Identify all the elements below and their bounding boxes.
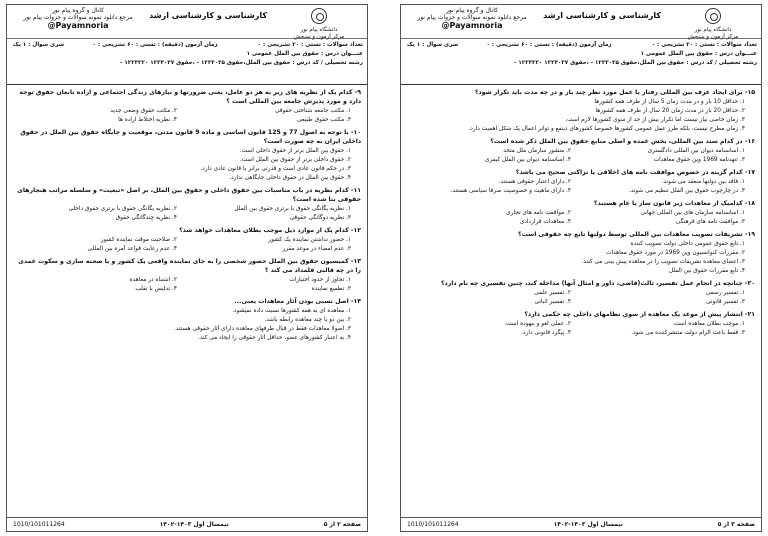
exam-info (7, 39, 367, 85)
answer-option: ۲. بین دو یا چند معاهده رابطه باشد. (264, 317, 351, 323)
question-item (407, 199, 755, 227)
question-list (7, 85, 367, 343)
answer-option: ۴. تفسیر اثباتی (534, 299, 571, 305)
answer-option: ۴. حقوق بین الملل در حقوق داخلی جایگاهی ندارد. (229, 175, 351, 181)
answer-option: ۴. نظریه اختلاط اراده ها (118, 117, 177, 123)
question-item (13, 186, 361, 223)
option-list (13, 205, 361, 223)
option-list (13, 276, 361, 294)
university-center: مرکز آزمون و سنجش (687, 33, 739, 40)
answer-option: ۱. تجاوز از حدود اختیارات (289, 277, 351, 283)
question-item (407, 88, 755, 134)
answer-option: ۳. عهدنامه 1969 وین حقوق معاهدات (653, 157, 745, 163)
answer-option: ۱. نظریه یگانگی حقوق با برتری حقوق بین الملل (234, 206, 351, 212)
field-code: رشته تحصیلی / کد درس : حقوق بین الملل،حقوق ۱۲۲۳۰۲۵ - ،حقوق ۱۲۲۳۰۳۷ ۱۲۲۳۲۲۰ - (120, 60, 363, 66)
option-list (13, 307, 361, 343)
question-series: سری سوال : ۱ یک (13, 42, 65, 48)
question-text: ۱۲- کدام یک از موارد ذیل موجب بطلان معاهدات خواهد شد؟ (179, 227, 361, 234)
question-item (13, 88, 361, 125)
question-item (13, 257, 361, 294)
question-item (407, 137, 755, 165)
course-title: عنـــوان درس : حقوق بین الملل عمومی ۱ (246, 51, 363, 57)
answer-option: ۳. فقط باعث الزام دولت منتشرکننده می شود. (631, 330, 745, 336)
answer-option: ۴. پیگرد قانونی دارد. (521, 330, 571, 336)
page-number: صفحه ۲ از ۵ (323, 521, 361, 528)
answer-option: ۱. اساسنامه دیوان بین المللی دادگستری (647, 148, 745, 154)
option-list (13, 236, 361, 254)
field-code: رشته تحصیلی / کد درس : حقوق بین الملل،حقوق ۱۲۲۳۰۲۵ - ،حقوق ۱۲۲۳۰۳۷ ۱۲۲۳۲۲۰ - (514, 60, 757, 66)
answer-option: ۳. مکتب حقوق طبیعی (297, 117, 351, 123)
site-line-2: مرجع دانلود نمونه سوالات و جزوات پیام نور (417, 14, 527, 21)
question-series: سری سوال : ۱ یک (407, 42, 459, 48)
university-block (275, 8, 363, 41)
option-list (407, 240, 755, 276)
exam-time: زمان آزمون (دقیقه) : تستی : ۶۰ تشریحی : ۰ (92, 42, 218, 48)
exam-time: زمان آزمون (دقیقه) : تستی : ۶۰ تشریحی : ۰ (486, 42, 612, 48)
exam-level-title: کارشناسی و کارشناسی ارشد (543, 11, 661, 20)
option-list (407, 289, 755, 307)
answer-option: ۱. تفسیر رسمی (705, 290, 745, 296)
question-text: ۱۹- تشریفات تصویب معاهدات بین المللی توسط دولتها تابع چه حقوقی است؟ (517, 231, 755, 238)
answer-option: ۱. مکتب جامعه شناختی حقوقی (274, 108, 351, 114)
answer-option: ۱. حقوق بین الملل برتر از حقوق داخلی است. (239, 148, 351, 154)
answer-option: ۱. حضور نداشتن نماینده یک کشور (268, 237, 351, 243)
answer-option: ۳. در حکم قانون عادی است و قدرتی برابر با قانون عادی دارد. (200, 166, 351, 172)
question-text: ۹- کدام یک از نظریه های زیر به هر دو عامل، یعنی ضرورتها و نیازهای زندگی اجتماعی و اراده تابعان حقوق توجه دارد و مورد پذیرش جامعه بین المللی است ؟ (19, 89, 361, 105)
answer-option: ۲. دارای اعتبار حقوقی هستند. (498, 179, 571, 185)
question-item (13, 226, 361, 254)
question-text: ۲۱- انتشار پیش از موعد یک معاهده از سوی نظامهای داخلی چه حکمی دارد؟ (524, 311, 755, 318)
site-handle: @Payamnoria (47, 21, 109, 30)
term-label: نیمسال اول ۱۴۰۳-۱۴۰۲ (159, 521, 229, 528)
answer-option: ۲. صلاحیت موقت نماینده کشور (100, 237, 177, 243)
answer-option: ۳. نظریه دوگانگی حقوقی (289, 215, 351, 221)
answer-option: ۳. تفسیر قانونی (706, 299, 745, 305)
site-block (13, 7, 143, 30)
exam-page-left (6, 4, 368, 532)
university-logo-icon (311, 8, 327, 24)
question-text: ۱۶- در کدام سند بین المللی، بخش عمده و اصلی منابع حقوق بین الملل ذکر شده است؟ (490, 138, 755, 145)
question-text: ۱۰- با توجه به اصول 77 و 125 قانون اساسی و ماده 9 قانون مدنی، موقعیت و جایگاه حقوق بین الملل در حقوق داخلی ایران به چه صورت است؟ (20, 129, 361, 145)
answer-option: ۴. اساسنامه دیوان بین الملل کیفری (484, 157, 571, 163)
question-item (13, 128, 361, 183)
site-line-1: کانال و گروه پیام نور (446, 7, 498, 14)
option-list (13, 147, 361, 183)
answer-option: ۴. نظریه چندگانگی حقوق (115, 215, 177, 221)
answer-option: ۴. زمان مطرح نیست، بلکه طرز عمل عمومی کشورها خصوصا کشورهای ذینفع و تواتر اعمال یک شکل اهمیت دارد. (468, 126, 745, 132)
exam-info (401, 39, 761, 85)
question-item (407, 168, 755, 196)
answer-option: ۴. معاهدات قراردادی (519, 219, 571, 225)
question-text: ۱۱- کدام نظریه در باب مناسبات بین حقوق داخلی و حقوق بین الملل، بر اصل «تبعیت» و سلسله مراتب هنجارهای حقوقی بنا شده است؟ (17, 187, 361, 203)
answer-option: ۳. موافقت نامه های فرهنگی (675, 219, 745, 225)
exam-level-title: کارشناسی و کارشناسی ارشد (149, 11, 267, 20)
answer-option: ۱. معاهده ای به همه کشورها نسبت داده نمیشود. (232, 308, 351, 314)
answer-option: ۴. تدلیس یا تقلب (135, 286, 177, 292)
option-list (407, 320, 755, 338)
site-line-1: کانال و گروه پیام نور (52, 7, 104, 14)
option-list (407, 209, 755, 227)
site-line-2: مرجع دانلود نمونه سوالات و جزوات پیام نور (23, 14, 133, 21)
question-text: ۱۵- برای ایجاد عرف بین المللی رفتار یا عمل مورد نظر چند بار و در چه مدت باید تکرار شود؟ (474, 89, 755, 96)
university-name: دانشگاه پیام نور (300, 26, 338, 33)
page-footer (7, 517, 367, 531)
question-item (407, 230, 755, 276)
answer-option: ۲. اشتباه در معاهده (129, 277, 177, 283)
answer-option: ۲. مکتب حقوق وضعی جدید (110, 108, 177, 114)
page-footer (401, 517, 761, 531)
answer-option: ۲. عملی لغو و بیهوده است. (504, 321, 571, 327)
university-name: دانشگاه پیام نور (694, 26, 732, 33)
page-header (7, 5, 367, 39)
answer-option: ۲. نظریه یگانگی حقوق با برتری حقوق داخلی (68, 206, 177, 212)
answer-option: ۴. دارای ماهیت و خصوصیت صرفا سیاسی هستند. (450, 188, 571, 194)
option-list (13, 107, 361, 125)
site-handle: @Payamnoria (441, 21, 503, 30)
questions-count: تعداد سوالات : تستی : ۲۰ تشریحی : ۰ (257, 42, 363, 48)
answer-option: ۳. در چارچوب حقوق بین الملل تنظیم می شوند. (628, 188, 745, 194)
question-list (401, 85, 761, 338)
answer-option: ۴. تابع مقررات حقوق بین الملل (668, 268, 745, 274)
answer-option: ۱. فاقد بین دولتها منعقد می شوند. (661, 179, 745, 185)
page-header (401, 5, 761, 39)
university-logo-icon (705, 8, 721, 24)
answer-option: ۲. حداقل 20 بار در مدت زمان 20 سال از طرف همه کشورها (595, 108, 745, 114)
answer-option: ۱. حداقل 10 بار و در مدت زمان 5 سال از طرف همه کشورها (594, 99, 745, 105)
question-text: ۱۷- کدام گزینه در خصوص موافقت نامه های اخلاقی یا نزاکتی صحیح می باشد؟ (515, 169, 755, 176)
option-list (407, 98, 755, 134)
answer-option: ۳. عدم امضاء در موعد مقرر (282, 246, 351, 252)
exam-code: 1010/101011264 (407, 521, 459, 528)
answer-option: ۱. اساسنامه سازمان های بین المللی جهانی (640, 210, 745, 216)
answer-option: ۴. به اعتبار کشورهای عضو، حداقل آثار حقوقی را ایجاد می کند. (198, 335, 351, 341)
answer-option: ۳. تطمیع نماینده (311, 286, 351, 292)
answer-option: ۱. تابع حقوق عمومی داخلی دولت تصویب کننده (630, 241, 745, 247)
page-number: صفحه ۳ از ۵ (717, 521, 755, 528)
question-item (407, 310, 755, 338)
answer-option: ۲. حقوق داخلی برتر از حقوق بین الملل است. (239, 157, 351, 163)
questions-count: تعداد سوالات : تستی : ۲۰ تشریحی : ۰ (651, 42, 757, 48)
answer-option: ۳. اعضای معاهده تشریفات تصویب را در معاهده پیش بینی می کنند. (581, 259, 745, 265)
answer-option: ۲. مقررات کنوانسیون وین 1969 در مورد حقوق معاهدات (605, 250, 745, 256)
answer-option: ۳. اصولا معاهدات فقط در قبال طرفهای معاهده دارای آثار حقوقی هستند. (173, 326, 351, 332)
course-title: عنـــوان درس : حقوق بین الملل عمومی ۱ (640, 51, 757, 57)
university-block (669, 8, 757, 41)
question-text: ۱۴- اصل نسبی بودن آثار معاهدات یعنی... (234, 298, 361, 305)
exam-page-right (400, 4, 762, 532)
exam-code: 1010/101011264 (13, 521, 65, 528)
question-item (407, 279, 755, 307)
question-text: ۱۳- کمیسیون حقوق بین الملل حضور شخصی را به جای نماینده واقعی یک کشور و یا صحنه سازی و سکوت عمدی را در چه قالبی قلمداد می کند ؟ (18, 258, 361, 274)
answer-option: ۱. موجب بطلان معاهده است. (672, 321, 745, 327)
question-item (13, 297, 361, 343)
answer-option: ۲. منشور سازمان ملل متحد (503, 148, 571, 154)
question-text: ۱۸- کدامیک از معاهدات زیر قانون ساز یا عام هستند؟ (593, 200, 755, 207)
university-center: مرکز آزمون و سنجش (293, 33, 345, 40)
site-block (407, 7, 537, 30)
term-label: نیمسال اول ۱۴۰۳-۱۴۰۲ (553, 521, 623, 528)
answer-option: ۴. عدم رعایت قواعد آمره بین المللی (87, 246, 177, 252)
question-text: ۲۰- چنانچه در انجام عمل تفسیر، ثالث(قاضی، داور و امثال آنها) مداخله کند، چنین تفسیری چه نام دارد؟ (440, 280, 755, 287)
option-list (407, 178, 755, 196)
answer-option: ۲. تفسیر علمی (534, 290, 571, 296)
answer-option: ۳. زمان خاصی نیاز نیست اما تکرار بیش از حد از سوی کشورها لازم است. (565, 117, 745, 123)
answer-option: ۲. موافقت نامه های تجاری (506, 210, 571, 216)
option-list (407, 147, 755, 165)
